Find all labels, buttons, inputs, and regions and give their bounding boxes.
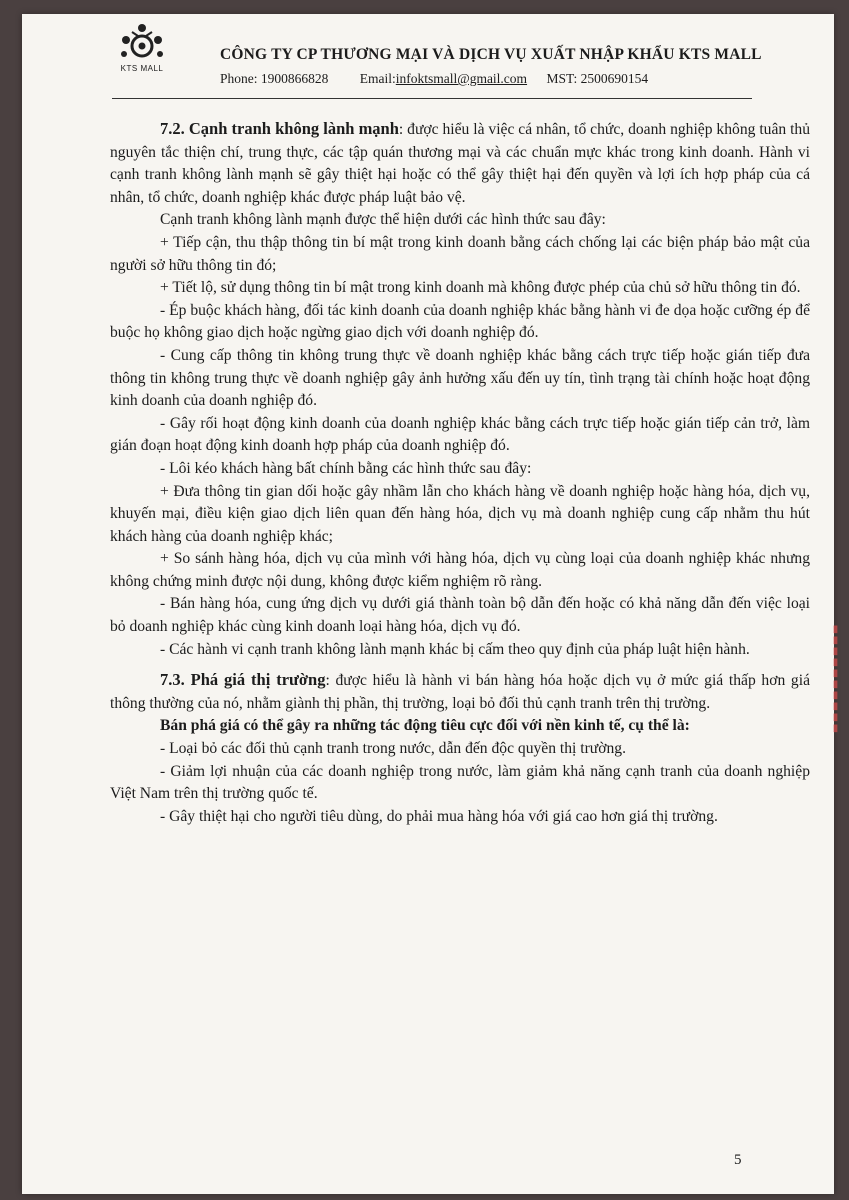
list-item: - Loại bỏ các đối thủ cạnh tranh trong nước, dẫn đến độc quyền thị trường.: [160, 740, 626, 758]
logo-text: KTS MALL: [120, 64, 164, 73]
email: [360, 71, 527, 87]
document-page: [22, 14, 841, 1194]
list-item: - Ép buộc khách hàng, đối tác kinh doanh của doanh nghiệp khác bằng hành vi đe dọa hoặc cưỡng ép để buộc họ không giao dịch hoặc ngừng giao dịch với doanh nghiệp đó.: [110, 301, 810, 342]
contact-line: [220, 71, 648, 87]
tax-code: MST: 2500690154: [546, 71, 649, 86]
email-link[interactable]: infoktsmall@gmail.com: [395, 71, 528, 86]
paragraph-7-3-intro: 7.3. Phá giá thị trường: được hiểu là hành vi bán hàng hóa hoặc dịch vụ ở mức giá thấp hơn giá thông thường của nó, nhằm giành thị phần, thị trường, loại bỏ đối thủ cạnh tranh trên thị trường.: [110, 670, 810, 712]
company-logo: [110, 22, 174, 82]
header-divider: [112, 98, 752, 99]
letterhead: [22, 14, 834, 110]
kts-logo-icon: [116, 22, 168, 66]
phone: Phone: 1900866828: [220, 71, 329, 86]
list-item: - Bán hàng hóa, cung ứng dịch vụ dưới giá thành toàn bộ dẫn đến hoặc có khả năng dẫn đến việc loại bỏ doanh nghiệp khác cùng kinh doanh loại hàng hóa, dịch vụ đó.: [110, 595, 810, 636]
margin-stamp-mark: ▮▮▮▮▮▮▮▮▮▮: [830, 624, 841, 734]
section-7-3-heading: 7.3. Phá giá thị trường: [160, 670, 326, 690]
list-item: + So sánh hàng hóa, dịch vụ của mình với hàng hóa, dịch vụ cùng loại của doanh nghiệp khác nhưng không chứng minh được nội dung, không được kiểm nghiệm rõ ràng.: [110, 550, 810, 590]
list-item: - Gây thiệt hại cho người tiêu dùng, do phải mua hàng hóa với giá cao hơn giá thị trường.: [160, 807, 718, 825]
list-item: + Tiếp cận, thu thập thông tin bí mật trong kinh doanh bằng cách chống lại các biện pháp bảo mật của người sở hữu thông tin đó;: [110, 233, 810, 274]
company-name: CÔNG TY CP THƯƠNG MẠI VÀ DỊCH VỤ XUẤT NHẬP KHẨU KTS MALL: [220, 46, 762, 63]
email-label: Email:: [359, 71, 396, 86]
list-item: - Các hành vi cạnh tranh không lành mạnh khác bị cấm theo quy định của pháp luật hiện hành.: [160, 640, 750, 658]
dumping-effects-heading: Bán phá giá có thể gây ra những tác động tiêu cực đối với nền kinh tế, cụ thể là:: [160, 717, 690, 735]
list-item: - Gây rối hoạt động kinh doanh của doanh nghiệp khác bằng cách trực tiếp hoặc gián tiếp cản trở, làm gián đoạn hoạt động kinh doanh hợp pháp của doanh nghiệp đó.: [110, 414, 810, 455]
page-number: 5: [734, 1152, 742, 1168]
section-7-2-heading: 7.2. Cạnh tranh không lành mạnh: [160, 119, 399, 138]
list-item: - Cung cấp thông tin không trung thực về doanh nghiệp khác bằng cách trực tiếp hoặc gián tiếp đưa thông tin không trung thực về doanh nghiệp gây ảnh hưởng xấu đến uy tín, tình trạng tài chính hoặc hoạt động kinh doanh của doanh nghiệp đó.: [110, 346, 810, 410]
forms-intro: Cạnh tranh không lành mạnh được thể hiện dưới các hình thức sau đây:: [160, 211, 606, 229]
list-item: + Tiết lộ, sử dụng thông tin bí mật trong kinh doanh mà không được phép của chủ sở hữu thông tin đó.: [160, 279, 801, 297]
list-item: - Lôi kéo khách hàng bất chính bằng các hình thức sau đây:: [160, 459, 532, 477]
list-item: - Giảm lợi nhuận của các doanh nghiệp trong nước, làm giảm khả năng cạnh tranh của doanh nghiệp Việt Nam trên thị trường quốc tế.: [110, 762, 810, 803]
list-item: + Đưa thông tin gian dối hoặc gây nhầm lẫn cho khách hàng về doanh nghiệp hoặc hàng hóa, dịch vụ, khuyến mại, điều kiện giao dịch liên quan đến hàng hóa, dịch vụ mà doanh nghiệp cung cấp nhằm thu hút khách hàng của doanh nghiệp khác;: [110, 482, 810, 545]
paragraph-7-2-intro: 7.2. Cạnh tranh không lành mạnh: được hiểu là việc cá nhân, tổ chức, doanh nghiệp không tuân thủ nguyên tắc thiện chí, trung thực, các tập quán thương mại và các chuẩn mực khác trong kinh doanh. Hành vi cạnh tranh không lành mạnh sẽ gây thiệt hại hoặc có thể gây thiệt hại đến quyền và lợi ích hợp pháp của cá nhân, tổ chức, doanh nghiệp khác được pháp luật bảo vệ.: [110, 119, 810, 206]
document-body: [110, 118, 810, 828]
